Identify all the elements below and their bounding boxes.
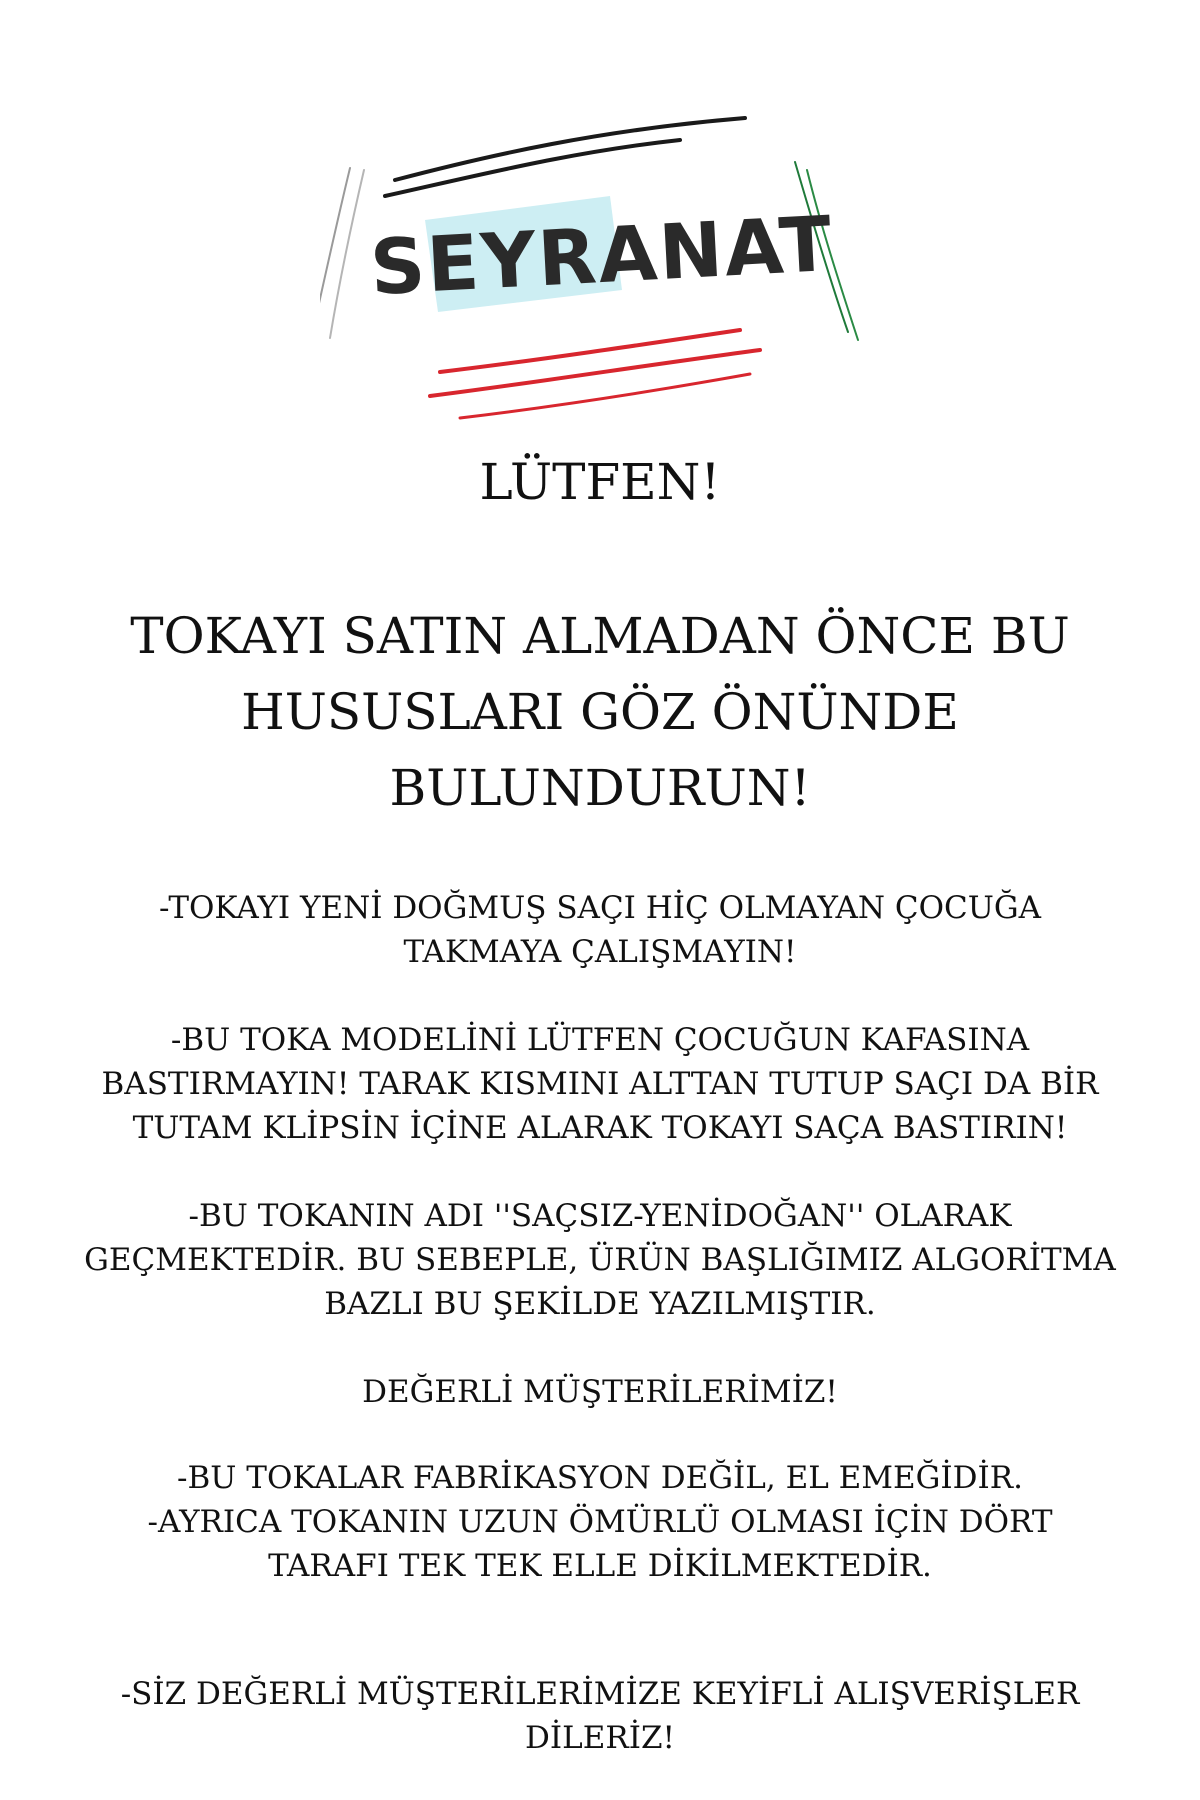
paragraph-line: BAZLI BU ŞEKİLDE YAZILMIŞTIR.: [324, 1286, 876, 1322]
logo-brand-text: SEYRANAT: [368, 198, 836, 313]
logo-gray-stroke-left-2: [330, 170, 364, 338]
paragraph-line: -BU TOKANIN ADI ''SAÇSIZ-YENİDOĞAN'' OLARAK: [188, 1198, 1012, 1234]
paragraph-line: BASTIRMAYIN! TARAK KISMINI ALTTAN TUTUP SAÇI DA BİR: [101, 1066, 1099, 1102]
paragraph-line: DEĞERLİ MÜŞTERİLERİMİZ!: [362, 1374, 838, 1410]
paragraph-line: -TOKAYI YENİ DOĞMUŞ SAÇI HİÇ OLMAYAN ÇOCUĞA: [158, 890, 1042, 926]
paragraph-line: TAKMAYA ÇALIŞMAYIN!: [403, 934, 797, 970]
seyranat-logo: [320, 100, 880, 430]
paragraph-line: -SİZ DEĞERLİ MÜŞTERİLERİMİZE KEYİFLİ ALIŞVERİŞLER: [120, 1676, 1080, 1712]
paragraph-line: -AYRICA TOKANIN UZUN ÖMÜRLÜ OLMASI İÇİN DÖRT: [147, 1504, 1053, 1540]
logo-black-stroke-top: [395, 118, 745, 180]
paragraph-line: GEÇMEKTEDİR. BU SEBEPLE, ÜRÜN BAŞLIĞIMIZ ALGORİTMA: [84, 1242, 1116, 1278]
subtitle-line: TOKAYI SATIN ALMADAN ÖNCE BU: [130, 607, 1070, 665]
paragraph-line: TARAFI TEK TEK ELLE DİKİLMEKTEDİR.: [268, 1548, 932, 1584]
subtitle-line: BULUNDURUN!: [389, 759, 811, 817]
logo-red-stroke-2: [430, 350, 760, 396]
notice-paragraph-customers: [60, 1370, 1140, 1414]
logo-red-stroke-1: [440, 330, 740, 372]
paragraph-line: -BU TOKA MODELİNİ LÜTFEN ÇOCUĞUN KAFASINA: [170, 1022, 1030, 1058]
notice-paragraph-closing: [60, 1672, 1140, 1760]
page-subtitle: [60, 598, 1140, 826]
page-title: LÜTFEN!: [479, 453, 721, 511]
notice-paragraph-newborn: [60, 886, 1140, 974]
subtitle-line: HUSUSLARI GÖZ ÖNÜNDE: [241, 683, 959, 741]
logo-red-stroke-3: [460, 374, 750, 418]
notice-paragraph-handmade: [60, 1456, 1140, 1588]
paragraph-line: TUTAM KLİPSİN İÇİNE ALARAK TOKAYI SAÇA BASTIRIN!: [132, 1110, 1068, 1146]
paragraph-line: -BU TOKALAR FABRİKASYON DEĞİL, EL EMEĞİDİR.: [177, 1460, 1023, 1496]
paragraph-line: DİLERİZ!: [525, 1720, 675, 1756]
notice-paragraph-product-name: [60, 1194, 1140, 1326]
notice-paragraph-usage: [60, 1018, 1140, 1150]
